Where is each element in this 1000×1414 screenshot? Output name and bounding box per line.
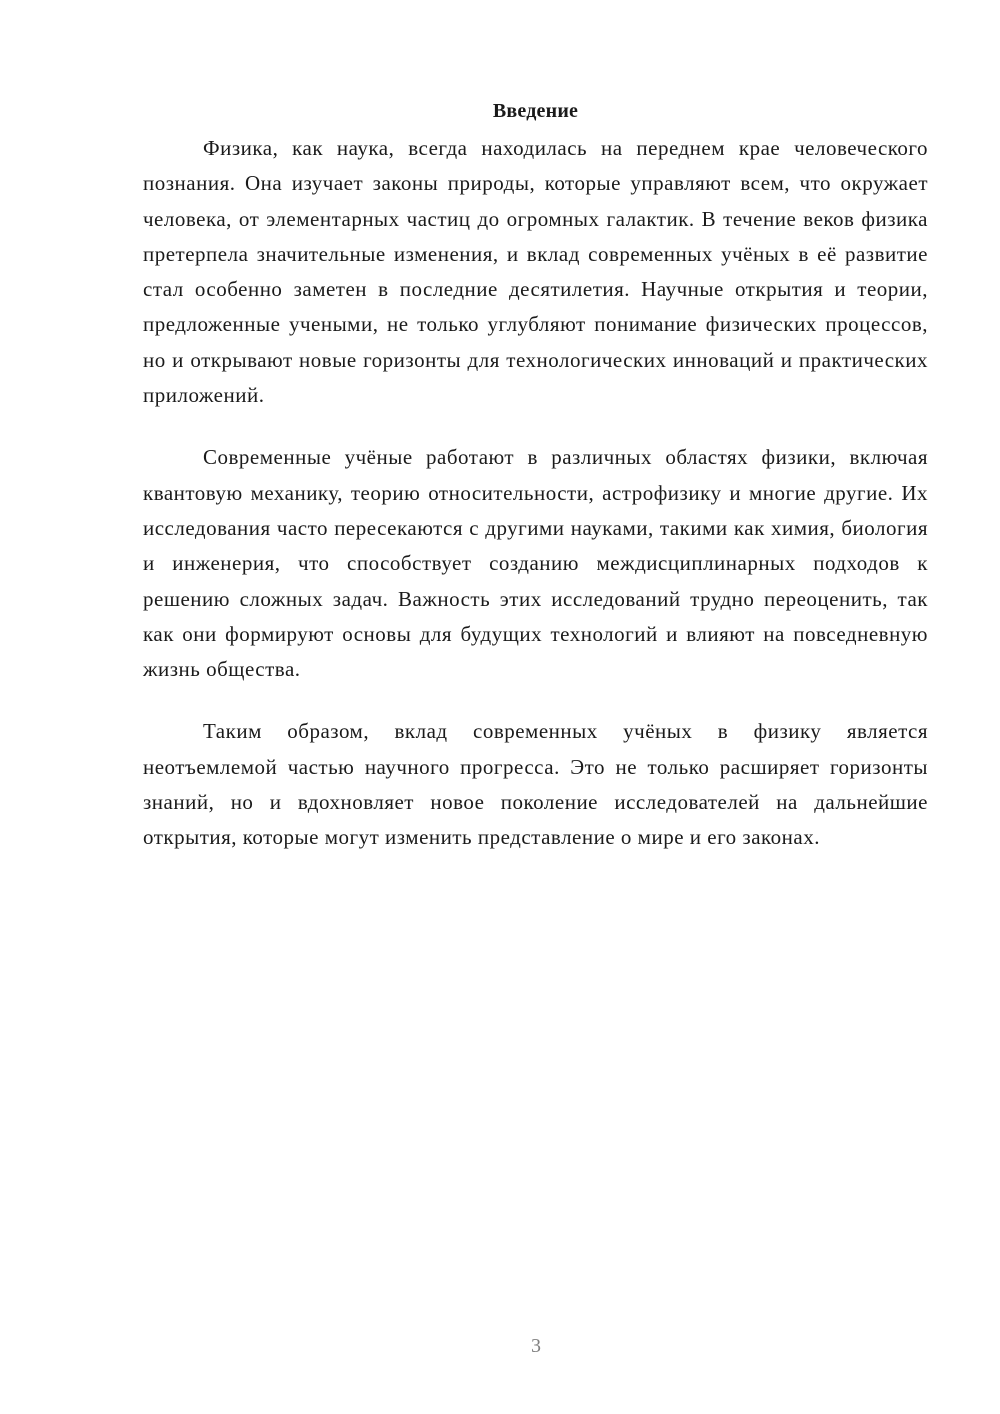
page-number: 3 [531,1335,541,1357]
paragraph-1: Физика, как наука, всегда находилась на переднем крае человеческого познания. Она изучает законы природы, которые управляют всем, что окружает человека, от элементарных частиц до огромных галактик. В течение веков физика претерпела значительные изменения, и вклад современных учёных в её развитие стал особенно заметен в последние десятилетия. Научные открытия и теории, предложенные учеными, не только углубляют понимание физических процессов, но и открывают новые горизонты для технологических инноваций и практических приложений. [143,136,928,408]
page-content [143,97,928,883]
paragraph-2: Современные учёные работают в различных областях физики, включая квантовую механику, теорию относительности, астрофизику и многие другие. Их исследования часто пересекаются с другими науками, такими как химия, биология и инженерия, что способствует созданию междисциплинарных подходов к решению сложных задач. Важность этих исследований трудно переоценить, так как они формируют основы для будущих технологий и влияют на повседневную жизнь общества. [143,445,928,682]
paragraph-3: Таким образом, вклад современных учёных в физику является неотъемлемой частью научного прогресса. Это не только расширяет горизонты знаний, но и вдохновляет новое поколение исследователей на дальнейшие открытия, которые могут изменить представление о мире и его законах. [143,719,928,850]
section-heading: Введение [492,100,579,122]
